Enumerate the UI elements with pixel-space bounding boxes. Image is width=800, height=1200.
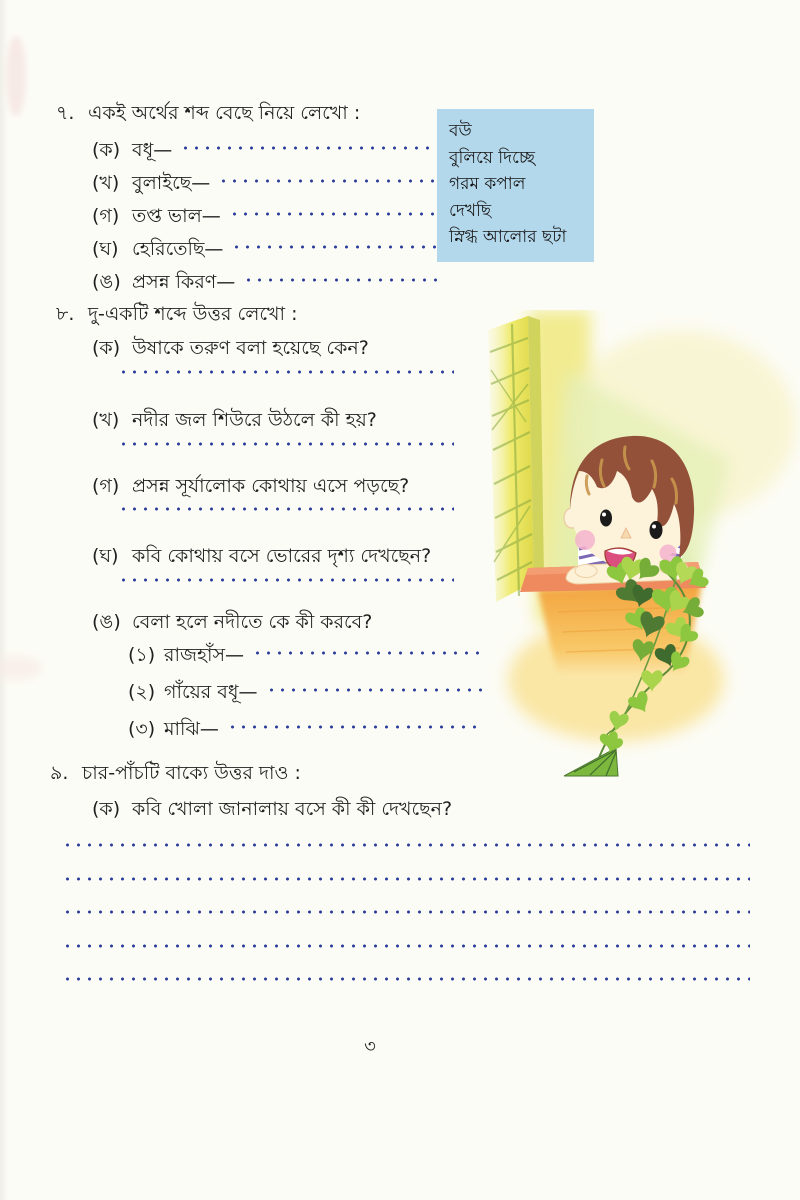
item-word: রাজহাঁস— [164, 643, 245, 666]
answer-dotted-line [118, 441, 454, 447]
word-bank-item: বউ [449, 121, 472, 141]
item-question: কবি কোথায় বসে ভোরের দৃশ্য দেখছেন? [132, 545, 432, 567]
question-7-title: একই অর্থের শব্দ বেছে নিয়ে লেখো : [88, 102, 361, 124]
question-8-title: দু-একটি শব্দে উত্তর লেখো : [88, 303, 298, 325]
question-8-number: ৮. [56, 303, 75, 325]
item-label: (২) [128, 680, 156, 703]
q7-item-row [92, 201, 438, 234]
q8-sub-item-row [128, 676, 484, 709]
q7-item-row [92, 135, 438, 168]
item-label: (খ) [92, 172, 120, 195]
answer-dotted-leader [252, 650, 484, 656]
item-label: (ঘ) [92, 545, 119, 567]
q7-item-row [92, 168, 438, 201]
item-question: প্রসন্ন সূর্যালোক কোথায় এসে পড়ছে? [132, 475, 410, 497]
question-7-header [56, 102, 438, 126]
item-question: বেলা হলে নদীতে কে কী করবে? [132, 611, 373, 633]
item-label: (ঘ) [92, 238, 119, 261]
eye [650, 521, 663, 539]
q8-sub-item-row [128, 713, 484, 746]
item-word: তপ্ত ভাল— [132, 205, 221, 228]
q8-item-row [92, 475, 409, 499]
item-label: (ঙ) [92, 271, 121, 294]
word-bank-item: স্নিগ্ধ আলোর ছটা [449, 227, 567, 248]
word-bank-box [437, 109, 594, 262]
window-shutter [488, 316, 544, 602]
question-9-header [50, 762, 756, 786]
item-label: (ক) [92, 798, 121, 820]
question-7 [56, 102, 438, 300]
answer-dotted-line [118, 369, 454, 375]
boy-at-window-illustration [466, 310, 800, 798]
q8-item-row [92, 611, 372, 635]
item-word: বুলাইছে— [132, 172, 211, 195]
item-question: নদীর জল শিউরে উঠলে কী হয়? [132, 409, 377, 431]
answer-dotted-leader [229, 211, 438, 217]
answer-dotted-line [62, 876, 750, 882]
item-word: গাঁয়ের বধূ— [164, 680, 258, 703]
question-7-number: ৭. [56, 102, 75, 124]
scan-smudge-artifact [0, 656, 42, 680]
answer-dotted-line [62, 909, 750, 915]
item-word: বধূ— [132, 139, 173, 162]
item-label: (ক) [92, 337, 121, 359]
answer-dotted-line [62, 842, 750, 848]
item-label: (১) [128, 643, 156, 666]
word-bank-item: দেখছি [449, 200, 492, 221]
item-label: (ঙ) [92, 611, 121, 633]
answer-dotted-leader [266, 687, 484, 693]
word-bank-item: গরম কপাল [449, 174, 526, 195]
q7-item-row [92, 267, 438, 300]
item-label: (খ) [92, 409, 120, 431]
answer-dotted-leader [231, 244, 438, 250]
answer-dotted-leader [243, 277, 438, 283]
item-word: প্রসন্ন কিরণ— [132, 271, 236, 294]
answer-dotted-line [62, 943, 750, 949]
item-label: (গ) [92, 475, 120, 497]
item-label: (ক) [92, 139, 121, 162]
item-label: (৩) [128, 717, 156, 740]
q9-item-row [92, 798, 452, 822]
question-9 [50, 762, 756, 1002]
q7-item-row [92, 234, 438, 267]
answer-dotted-line [118, 506, 454, 512]
question-9-number: ৯. [50, 762, 69, 784]
answer-dotted-leader [218, 178, 438, 184]
question-8 [56, 303, 490, 753]
answer-dotted-leader [227, 724, 484, 730]
item-label: (গ) [92, 205, 120, 228]
answer-dotted-line [118, 577, 454, 583]
item-word: হেরিতেছি— [132, 238, 224, 261]
q8-sub-item-row [128, 639, 484, 672]
question-8-header [56, 303, 490, 327]
eye [600, 510, 612, 527]
item-question: কবি খোলা জানালায় বসে কী কী দেখছেন? [132, 798, 453, 820]
page-number: ৩ [364, 1036, 376, 1057]
item-question: উষাকে তরুণ বলা হয়েছে কেন? [132, 337, 369, 359]
answer-dotted-leader [180, 145, 438, 151]
word-bank-item: বুলিয়ে দিচ্ছে [449, 147, 535, 168]
q8-item-row [92, 409, 377, 433]
answer-dotted-line [62, 976, 750, 982]
cheek [575, 530, 595, 550]
question-7-items [92, 135, 438, 300]
question-9-title: চার-পাঁচটি বাক্যে উত্তর দাও : [82, 762, 301, 784]
item-word: মাঝি— [164, 717, 219, 740]
q8-item-row [92, 545, 431, 569]
q8-item-row [92, 337, 369, 361]
scan-smudge-artifact [6, 36, 26, 116]
